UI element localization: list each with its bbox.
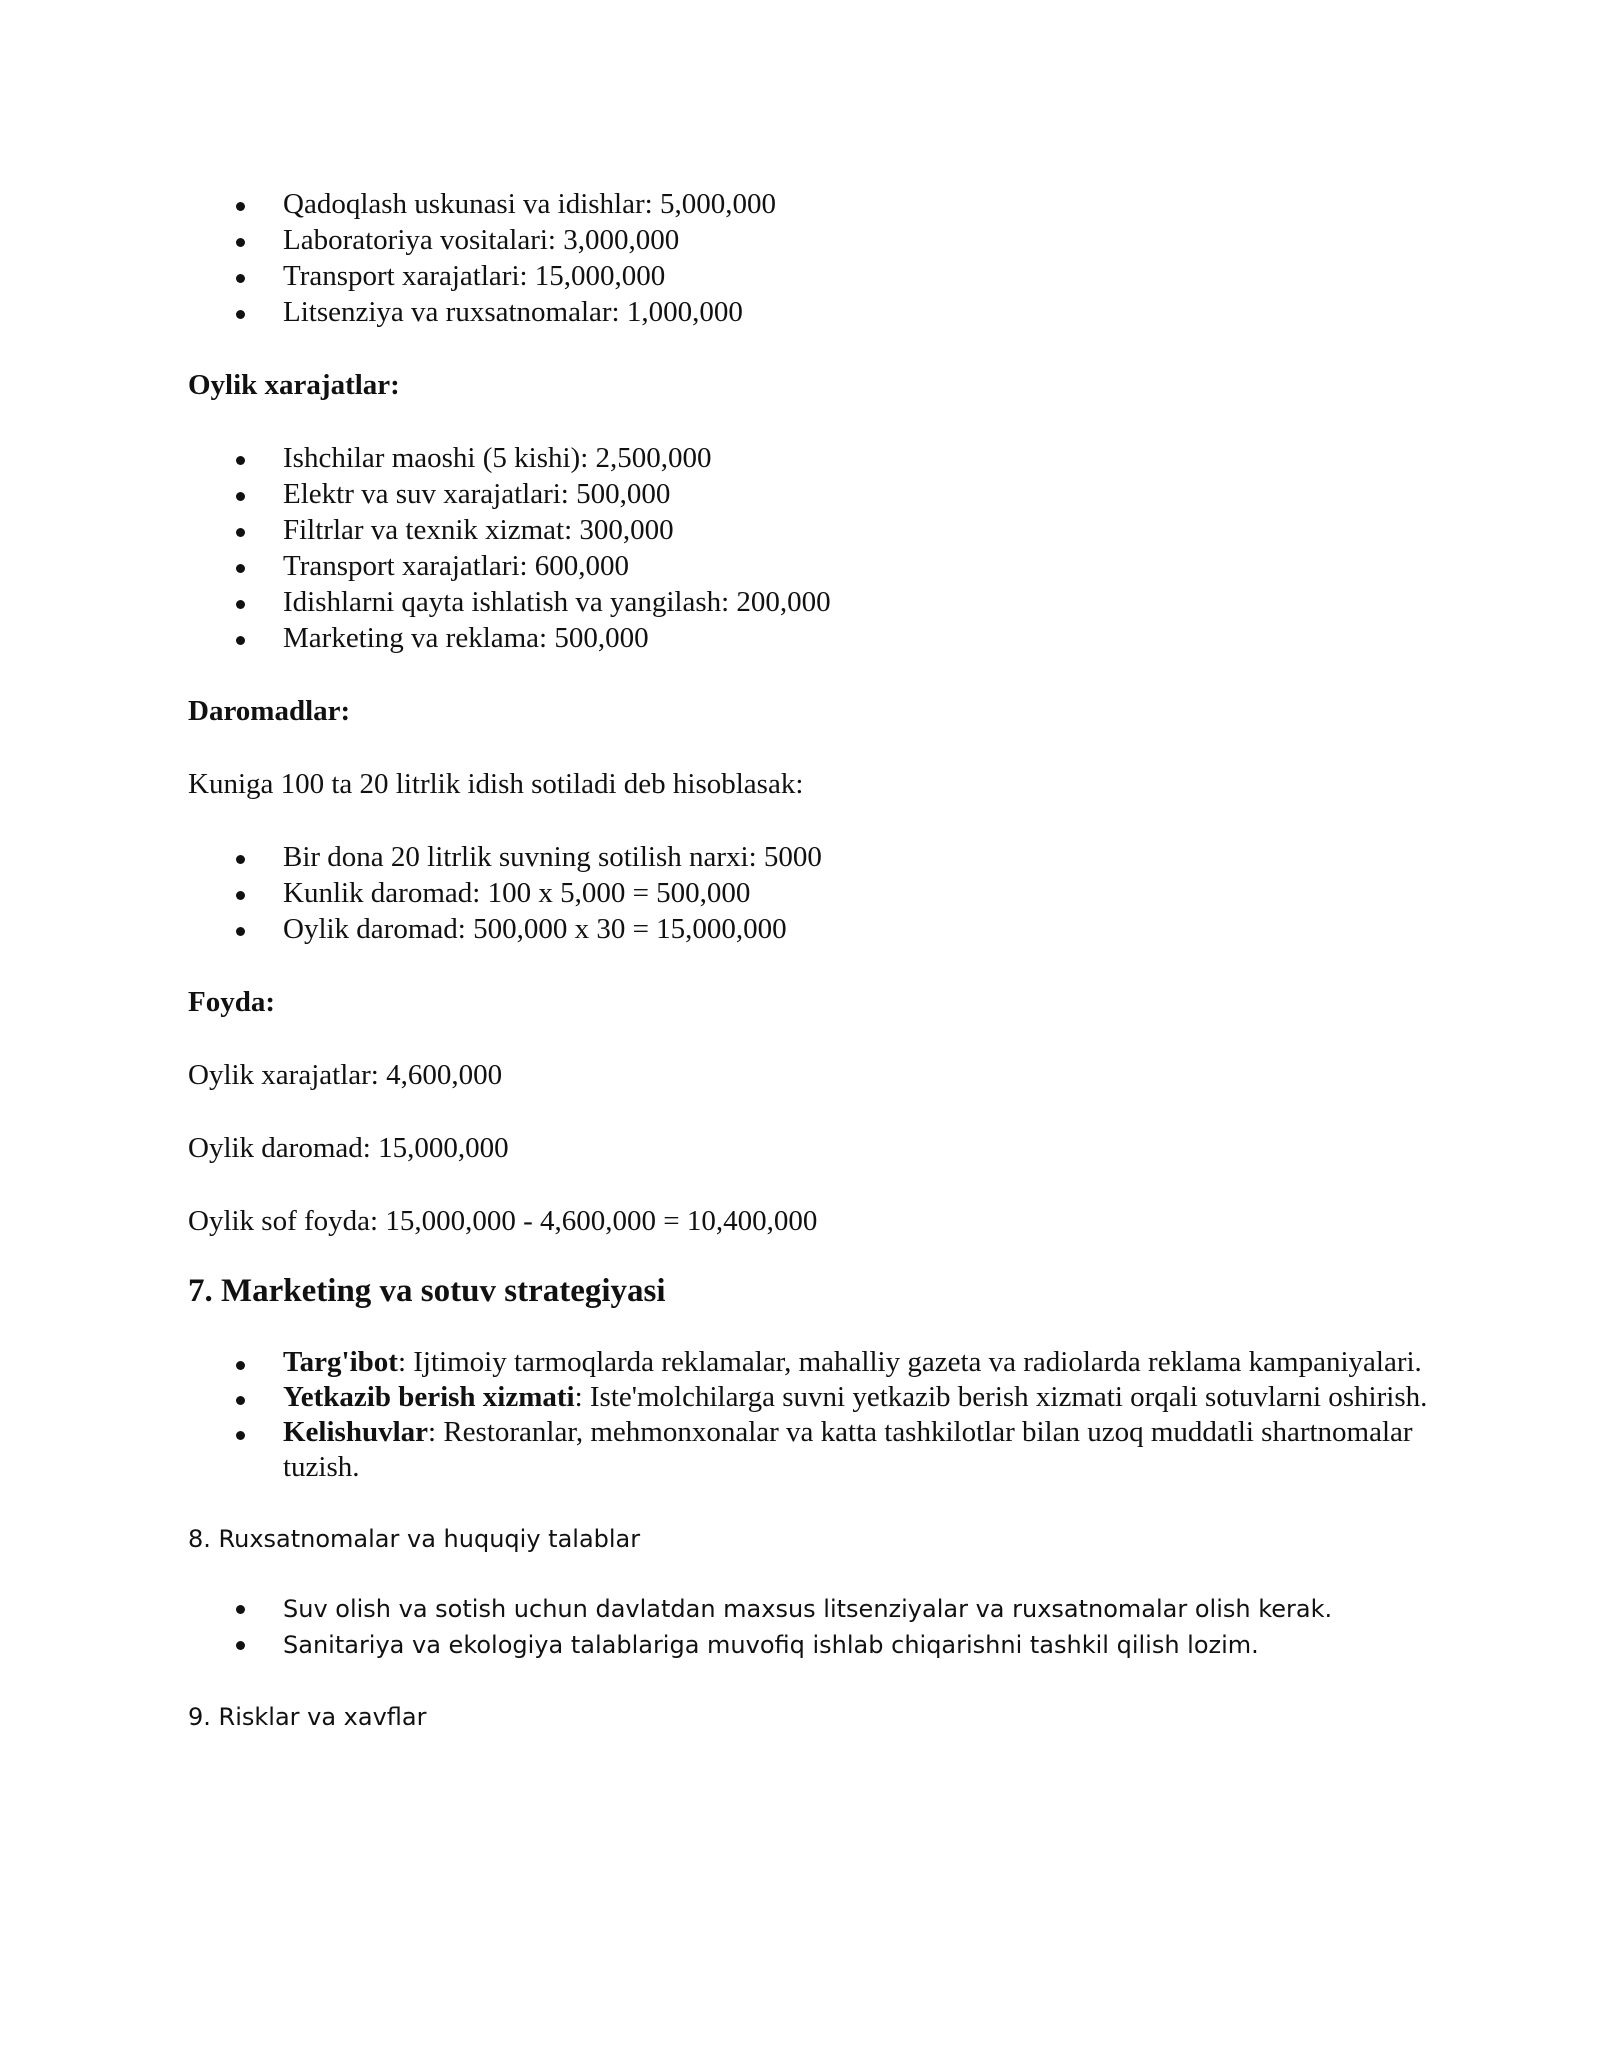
profit-monthly-costs: Oylik xarajatlar: 4,600,000 xyxy=(188,1059,503,1091)
description: : Restoranlar, mehmonxonalar va katta tashkilotlar bilan uzoq muddatli shartnomalar tuzish. xyxy=(283,1416,1413,1483)
list-item: Sanitariya va ekologiya talablariga muvofiq ishlab chiqarishni tashkil qilish lozim. xyxy=(188,1627,1438,1663)
income-intro: Kuniga 100 ta 20 litrlik idish sotiladi deb hisoblasak: xyxy=(188,768,804,800)
list-item: Ishchilar maoshi (5 kishi): 2,500,000 xyxy=(188,440,1438,476)
profit-heading: Foyda: xyxy=(188,986,275,1018)
list-item: Transport xarajatlari: 15,000,000 xyxy=(188,258,1438,294)
income-heading: Daromadlar: xyxy=(188,695,351,727)
list-item: Filtrlar va texnik xizmat: 300,000 xyxy=(188,512,1438,548)
marketing-list xyxy=(188,1345,1438,1485)
profit-net: Oylik sof foyda: 15,000,000 - 4,600,000 = 10,400,000 xyxy=(188,1205,818,1237)
list-item: Idishlarni qayta ishlatish va yangilash: 200,000 xyxy=(188,584,1438,620)
income-list xyxy=(188,839,1438,947)
term: Kelishuvlar xyxy=(283,1416,429,1448)
term: Targ'ibot xyxy=(283,1346,398,1378)
profit-monthly-income: Oylik daromad: 15,000,000 xyxy=(188,1132,509,1164)
list-item: Elektr va suv xarajatlari: 500,000 xyxy=(188,476,1438,512)
list-item: Marketing va reklama: 500,000 xyxy=(188,620,1438,656)
list-item: Oylik daromad: 500,000 x 30 = 15,000,000 xyxy=(188,911,1438,947)
document-page xyxy=(188,186,1438,1735)
list-item: Suv olish va sotish uchun davlatdan maxsus litsenziyalar va ruxsatnomalar olish kerak. xyxy=(188,1591,1438,1627)
list-item: Bir dona 20 litrlik suvning sotilish narxi: 5000 xyxy=(188,839,1438,875)
section8-title: 8. Ruxsatnomalar va huquqiy talablar xyxy=(188,1525,641,1553)
section9-title: 9. Risklar va xavflar xyxy=(188,1703,427,1731)
list-item: Transport xarajatlari: 600,000 xyxy=(188,548,1438,584)
list-item: Litsenziya va ruxsatnomalar: 1,000,000 xyxy=(188,294,1438,330)
list-item: Qadoqlash uskunasi va idishlar: 5,000,000 xyxy=(188,186,1438,222)
term: Yetkazib berish xizmati xyxy=(283,1381,575,1413)
section7-title: 7. Marketing va sotuv strategiyasi xyxy=(188,1273,666,1309)
list-item: Kunlik daromad: 100 x 5,000 = 500,000 xyxy=(188,875,1438,911)
list-item xyxy=(188,1345,1438,1380)
monthly-costs-heading: Oylik xarajatlar: xyxy=(188,369,400,401)
list-item: Laboratoriya vositalari: 3,000,000 xyxy=(188,222,1438,258)
list-item xyxy=(188,1380,1438,1415)
description: : Iste'molchilarga suvni yetkazib berish xizmati orqali sotuvlarni oshirish. xyxy=(574,1381,1428,1413)
initial-costs-list xyxy=(188,186,1438,330)
monthly-costs-list xyxy=(188,440,1438,656)
permits-list xyxy=(188,1591,1438,1663)
list-item xyxy=(188,1415,1438,1485)
description: : Ijtimoiy tarmoqlarda reklamalar, mahalliy gazeta va radiolarda reklama kampaniyalari. xyxy=(397,1346,1422,1378)
